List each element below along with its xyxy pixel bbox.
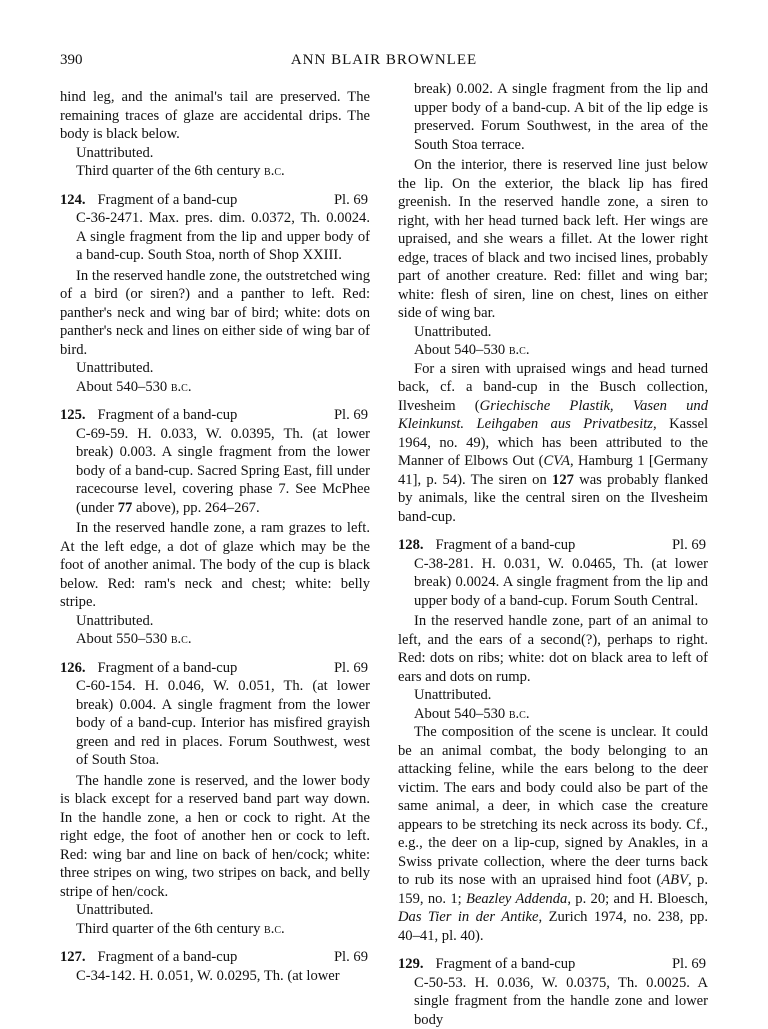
running-header [60,52,708,72]
plate-ref: Pl. 69 [334,191,370,210]
plate-ref: Pl. 69 [334,406,370,425]
entry-specs: C-50-53. H. 0.036, W. 0.0375, Th. 0.0025. A single fragment from the handle zone and lower body [398,974,708,1029]
entry-128-heading [398,536,708,555]
entry-commentary: The composition of the scene is unclear. It could be an animal combat, the body belonging to an attacking feline, while the ears belong to the deer victim. The ears and body could also be part of the same animal, a deer, in which case the creature appears to be stretching its neck across its body. Cf., e.g., the deer on a lip-cup, signed by Anakles, in a Swiss private collection, where the deer turns back to rub its nose with an upraised hind foot (ABV, p. 159, no. 1; Beazley Addenda, p. 20; and H. Bloesch, Das Tier in der Antike, Zurich 1974, no. 238, pp. 40–41, pl. 40). [398,723,708,945]
attribution: Unattributed. [60,612,370,631]
entry-description: The handle zone is reserved, and the lower body is black except for a reserved band part way down. In the handle zone, a hen or cock to right. At the right edge, the foot of another hen or cock to left. Red: wing bar and line on back of hen/cock; white: three stripes on wing, two stripes on back, and belly stripe of hen/cock. [60,772,370,902]
entry-126-heading [60,659,370,678]
entry-125-heading [60,406,370,425]
entry-title: Fragment of a band-cup [86,406,334,425]
entry-commentary: For a siren with upraised wings and head turned back, cf. a band-cup in the Busch collection, Ilvesheim (Griechische Plastik, Vasen und Kleinkunst. Leihgaben aus Privatbesitz, Kassel 1964, no. 49), which has been attributed to the Manner of Elbows Out (CVA, Hamburg 1 [Germany 41], p. 54). The siren on 127 was probably flanked by animals, like the central siren on the Ilvesheim band-cup. [398,360,708,527]
page-number: 390 [60,52,83,69]
entry-129-heading [398,955,708,974]
date: Third quarter of the 6th century b.c. [60,920,370,939]
entry-title: Fragment of a band-cup [424,955,672,974]
entry-description: In the reserved handle zone, the outstretched wing of a bird (or siren?) and a panther to left. Red: panther's neck and wing bar of bird; white: dots on panther's neck and lines on either side of wing bar of bird. [60,267,370,360]
attribution: Unattributed. [60,144,370,163]
entry-number: 125. [60,406,86,425]
date: About 540–530 b.c. [398,341,708,360]
entry-specs: C-38-281. H. 0.031, W. 0.0465, Th. (at lower break) 0.0024. A single fragment from the lip and upper body of a band-cup. Forum South Central. [398,555,708,611]
date: About 550–530 b.c. [60,630,370,649]
date: Third quarter of the 6th century b.c. [60,162,370,181]
attribution: Unattributed. [398,686,708,705]
entry-127-heading [60,948,370,967]
entry-specs: C-36-2471. Max. pres. dim. 0.0372, Th. 0.0024. A single fragment from the lip and upper body of a band-cup. South Stoa, north of Shop XXIII. [60,209,370,265]
entry-title: Fragment of a band-cup [86,948,334,967]
date: About 540–530 b.c. [60,378,370,397]
entry-description: In the reserved handle zone, part of an animal to left, and the ears of a second(?), perhaps to right. Red: dots on ribs; white: dot on black area to left of ears and dots on rump. [398,612,708,686]
entry-124-heading [60,191,370,210]
attribution: Unattributed. [60,901,370,920]
date: About 540–530 b.c. [398,705,708,724]
entry-description: In the reserved handle zone, a ram grazes to left. At the left edge, a dot of glaze which may be the foot of another animal. The body of the cup is black below. Red: ram's neck and chest; white: belly stripe. [60,519,370,612]
left-column [60,88,370,985]
entry-number: 129. [398,955,424,974]
plate-ref: Pl. 69 [672,955,708,974]
entry-number: 127. [60,948,86,967]
entry-specs: C-34-142. H. 0.051, W. 0.0295, Th. (at lower [60,967,370,986]
plate-ref: Pl. 69 [334,659,370,678]
attribution: Unattributed. [398,323,708,342]
entry-number: 124. [60,191,86,210]
entry-specs: C-60-154. H. 0.046, W. 0.051, Th. (at lower break) 0.004. A single fragment from the lower body of a band-cup. Interior has misfired grayish green and red in places. Forum Southwest, west of South Stoa. [60,677,370,770]
entry-description: On the interior, there is reserved line just below the lip. On the exterior, the black lip has fired greenish. In the reserved handle zone, a siren to right, with her head turned back left. Her wings are upraised, and she wears a fillet. At the lower right edge, traces of black and two incised lines, probably part of another creature. Red: fillet and wing bar; white: flesh of siren, line on chest, lines on either side of wing bar. [398,156,708,323]
continued-text: hind leg, and the animal's tail are preserved. The remaining traces of glaze are accidental drips. The body is black below. [60,88,370,144]
plate-ref: Pl. 69 [334,948,370,967]
entry-specs: C-69-59. H. 0.033, W. 0.0395, Th. (at lower break) 0.003. A single fragment from the lower body of a band-cup. Sacred Spring East, fill under racecourse level, covering phase 7. See McPhee (under 77 above), pp. 264–267. [60,425,370,518]
plate-ref: Pl. 69 [672,536,708,555]
entry-number: 126. [60,659,86,678]
entry-title: Fragment of a band-cup [424,536,672,555]
entry-title: Fragment of a band-cup [86,659,334,678]
entry-specs-continued: break) 0.002. A single fragment from the lip and upper body of a band-cup. A bit of the lip edge is preserved. Forum Southwest, in the area of the South Stoa terrace. [398,80,708,154]
right-column [398,80,708,1029]
running-head: ANN BLAIR BROWNLEE [60,52,708,69]
entry-title: Fragment of a band-cup [86,191,334,210]
attribution: Unattributed. [60,359,370,378]
entry-number: 128. [398,536,424,555]
